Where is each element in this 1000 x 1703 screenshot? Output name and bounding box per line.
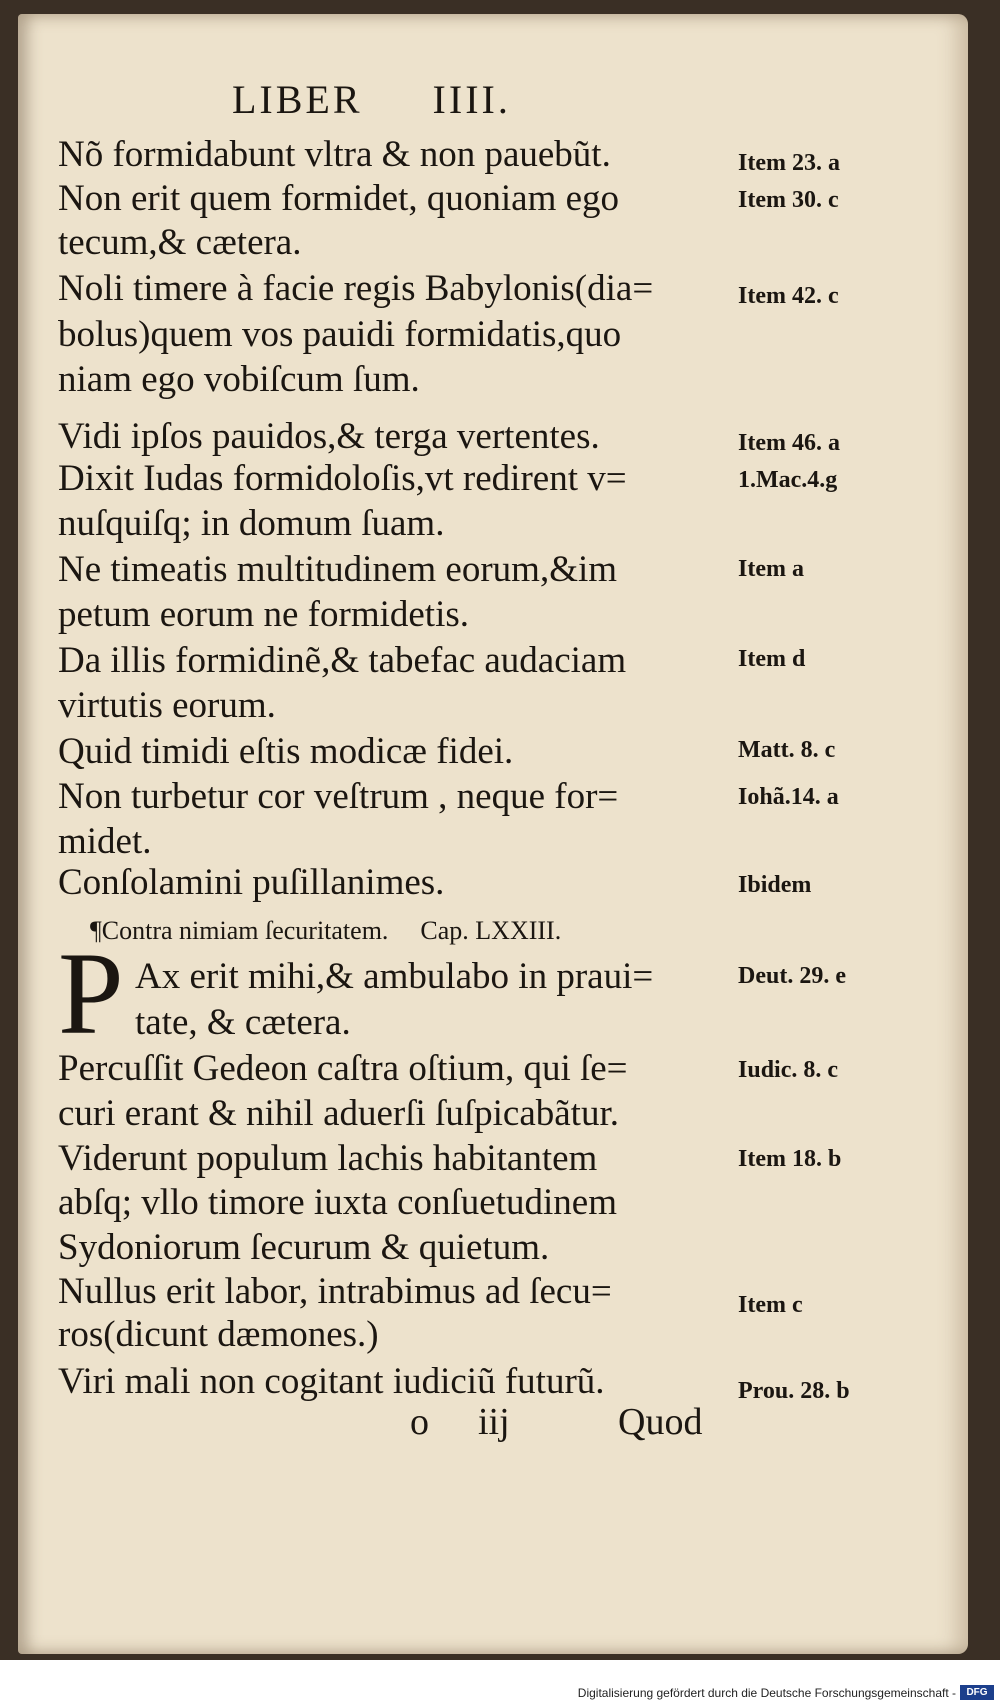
chapter-title: ¶Contra nimiam ſecuritatem. (90, 916, 389, 945)
text-line: petum eorum ne formidetis. (58, 594, 470, 635)
text-line: Ne timeatis multitudinem eorum,&im (58, 549, 618, 590)
chapter-heading (90, 916, 561, 946)
signature-mark: o (410, 1401, 429, 1443)
dfg-logo: DFG (960, 1685, 994, 1700)
margin-reference: Iohã.14. a (738, 784, 839, 810)
text-line: ros(dicunt dæmones.) (58, 1314, 379, 1355)
text-line: Viri mali non cogitant iudiciũ futurũ. (58, 1361, 605, 1402)
drop-capital: P (58, 928, 124, 1059)
text-line: abſq; vllo timore iuxta conſuetudinem (58, 1182, 617, 1223)
margin-reference: Deut. 29. e (738, 963, 846, 989)
text-line: niam ego vobiſcum ſum. (58, 359, 420, 400)
digitization-credit-bar (0, 1682, 1000, 1703)
text-line: Quid timidi eſtis modicæ fidei. (58, 731, 514, 772)
text-line: Da illis formidinẽ,& tabefac audaciam (58, 640, 627, 681)
text-line: Nullus erit labor, intrabimus ad ſecu= (58, 1271, 612, 1312)
text-line: tecum,& cætera. (58, 222, 302, 263)
text-line: tate, & cætera. (135, 1002, 351, 1043)
text-line: Percuſſit Gedeon caſtra oſtium, qui ſe= (58, 1048, 628, 1089)
text-line: nuſquiſq; in domum ſuam. (58, 503, 445, 544)
text-line: Noli timere à facie regis Babylonis(dia= (58, 268, 654, 309)
margin-reference: Item c (738, 1292, 803, 1318)
text-line: Conſolamini puſillanimes. (58, 862, 445, 903)
credit-text: Digitalisierung gefördert durch die Deutsche Forschungsgemeinschaft - (577, 1686, 956, 1700)
leaf-number: iij (478, 1401, 510, 1443)
text-line: virtutis eorum. (58, 685, 276, 726)
margin-reference: Item 23. a (738, 150, 840, 176)
margin-reference: Item 46. a (738, 430, 840, 456)
margin-reference: Matt. 8. c (738, 737, 836, 763)
text-line: midet. (58, 821, 152, 862)
text-line: Viderunt populum lachis habitantem (58, 1138, 598, 1179)
margin-reference: Prou. 28. b (738, 1378, 850, 1404)
text-line: Vidi ipſos pauidos,& terga vertentes. (58, 416, 600, 457)
margin-reference: Item a (738, 556, 804, 582)
text-line: Dixit Iudas formidoloſis,vt redirent v= (58, 458, 627, 499)
chapter-number: Cap. LXXIII. (420, 916, 562, 945)
header-liber: LIBER (232, 77, 363, 122)
text-line: Non erit quem formidet, quoniam ego (58, 178, 620, 219)
text-line: Non turbetur cor veſtrum , neque for= (58, 776, 619, 817)
text-line: Nõ formidabunt vltra & non pauebũt. (58, 134, 611, 175)
text-line: Sydoniorum ſecurum & quietum. (58, 1227, 550, 1268)
running-header (232, 76, 511, 123)
margin-reference: Item 30. c (738, 187, 839, 213)
margin-reference: Item d (738, 646, 806, 672)
catchword: Quod (618, 1401, 703, 1443)
margin-reference: 1.Mac.4.g (738, 467, 838, 493)
margin-reference: Ibidem (738, 872, 812, 898)
margin-reference: Item 18. b (738, 1146, 842, 1172)
text-line: curi erant & nihil aduerſi ſuſpicabãtur. (58, 1093, 619, 1134)
margin-reference: Item 42. c (738, 283, 839, 309)
text-line: Ax erit mihi,& ambulabo in praui= (135, 956, 654, 997)
margin-reference: Iudic. 8. c (738, 1057, 839, 1083)
text-line: bolus)quem vos pauidi formidatis,quo (58, 314, 622, 355)
header-book-number: IIII. (432, 77, 511, 122)
